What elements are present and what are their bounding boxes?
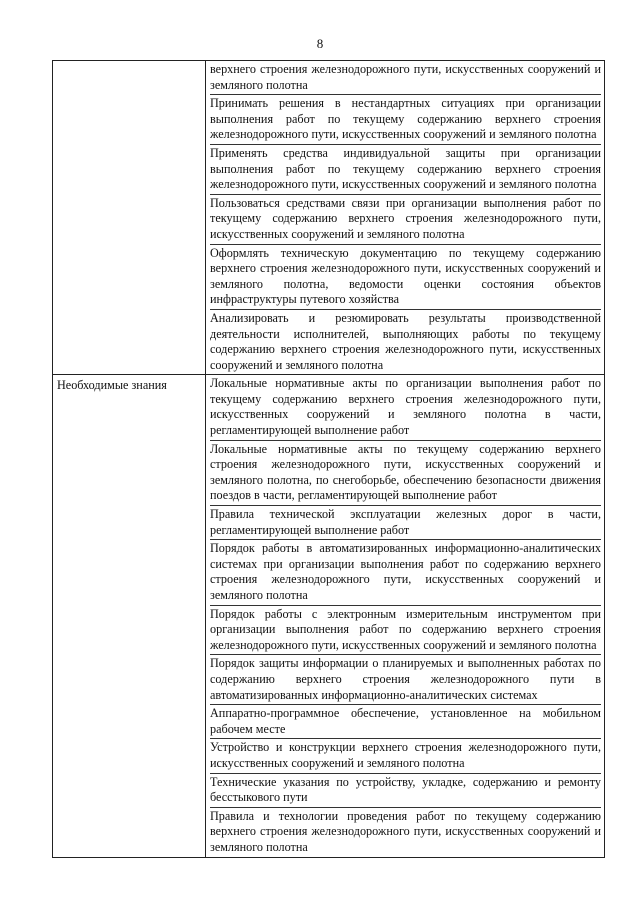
list-item: Порядок работы в автоматизированных информационно-аналитических системах при организации выполнения работ по содержанию верхнего строения железнодорожного пути, искусственных сооружений и земляного полотна: [210, 539, 601, 604]
list-item: Правила технической эксплуатации железных дорог в части, регламентирующей выполнение работ: [210, 505, 601, 539]
list-item: Порядок работы с электронным измерительным инструментом при организации выполнения работ по содержанию верхнего строения железнодорожного пути, искусственных сооружений и земляного полотна: [210, 605, 601, 655]
row-label-knowledge: Необходимые знания: [53, 375, 206, 857]
list-item: Пользоваться средствами связи при организации выполнения работ по текущему содержанию верхнего строения железнодорожного пути, искусственных сооружений и земляного полотна: [210, 194, 601, 244]
table-row-skills: [53, 61, 605, 375]
list-item: Локальные нормативные акты по организации выполнения работ по текущему содержанию верхнего строения железнодорожного пути, искусственных сооружений и земляного полотна в части, регламентирующей выполнение работ: [210, 376, 601, 438]
list-item: Анализировать и резюмировать результаты производственной деятельности исполнителей, выполняющих работы по текущему содержанию верхнего строения железнодорожного пути, искусственных сооружений и земляного полотна: [210, 309, 601, 374]
list-item: Оформлять техническую документацию по текущему содержанию верхнего строения железнодорожного пути, искусственных сооружений и земляного полотна, ведомости оценки состояния объектов инфраструктуры путевого хозяйства: [210, 244, 601, 309]
table-row-knowledge: [53, 375, 605, 857]
list-item: Порядок защиты информации о планируемых и выполненных работах по содержанию верхнего строения железнодорожного пути в автоматизированных информационно-аналитических системах: [210, 654, 601, 704]
list-item: Применять средства индивидуальной защиты при организации выполнения работ по текущему содержанию верхнего строения железнодорожного пути, искусственных сооружений и земляного полотна: [210, 144, 601, 194]
row-label-skills: [53, 61, 206, 375]
requirements-table: [52, 60, 605, 858]
page-number: 8: [316, 36, 324, 51]
list-item: Локальные нормативные акты по текущему содержанию верхнего строения железнодорожного пути, искусственных сооружений и земляного полотна, по снегоборьбе, обеспечению безопасности движения поездов в части, регламентирующей выполнение работ: [210, 440, 601, 505]
list-item: Правила и технологии проведения работ по текущему содержанию верхнего строения железнодорожного пути, искусственных сооружений и земляного полотна: [210, 807, 601, 857]
row-content-skills: [206, 61, 605, 375]
list-item: верхнего строения железнодорожного пути, искусственных сооружений и земляного полотна: [210, 62, 601, 92]
list-item: Устройство и конструкции верхнего строения железнодорожного пути, искусственных сооружений и земляного полотна: [210, 738, 601, 772]
list-item: Технические указания по устройству, укладке, содержанию и ремонту бесстыкового пути: [210, 773, 601, 807]
row-content-knowledge: [206, 375, 605, 857]
list-item: Аппаратно-программное обеспечение, установленное на мобильном рабочем месте: [210, 704, 601, 738]
list-item: Принимать решения в нестандартных ситуациях при организации выполнения работ по текущему содержанию верхнего строения железнодорожного пути, искусственных сооружений и земляного полотна: [210, 94, 601, 144]
